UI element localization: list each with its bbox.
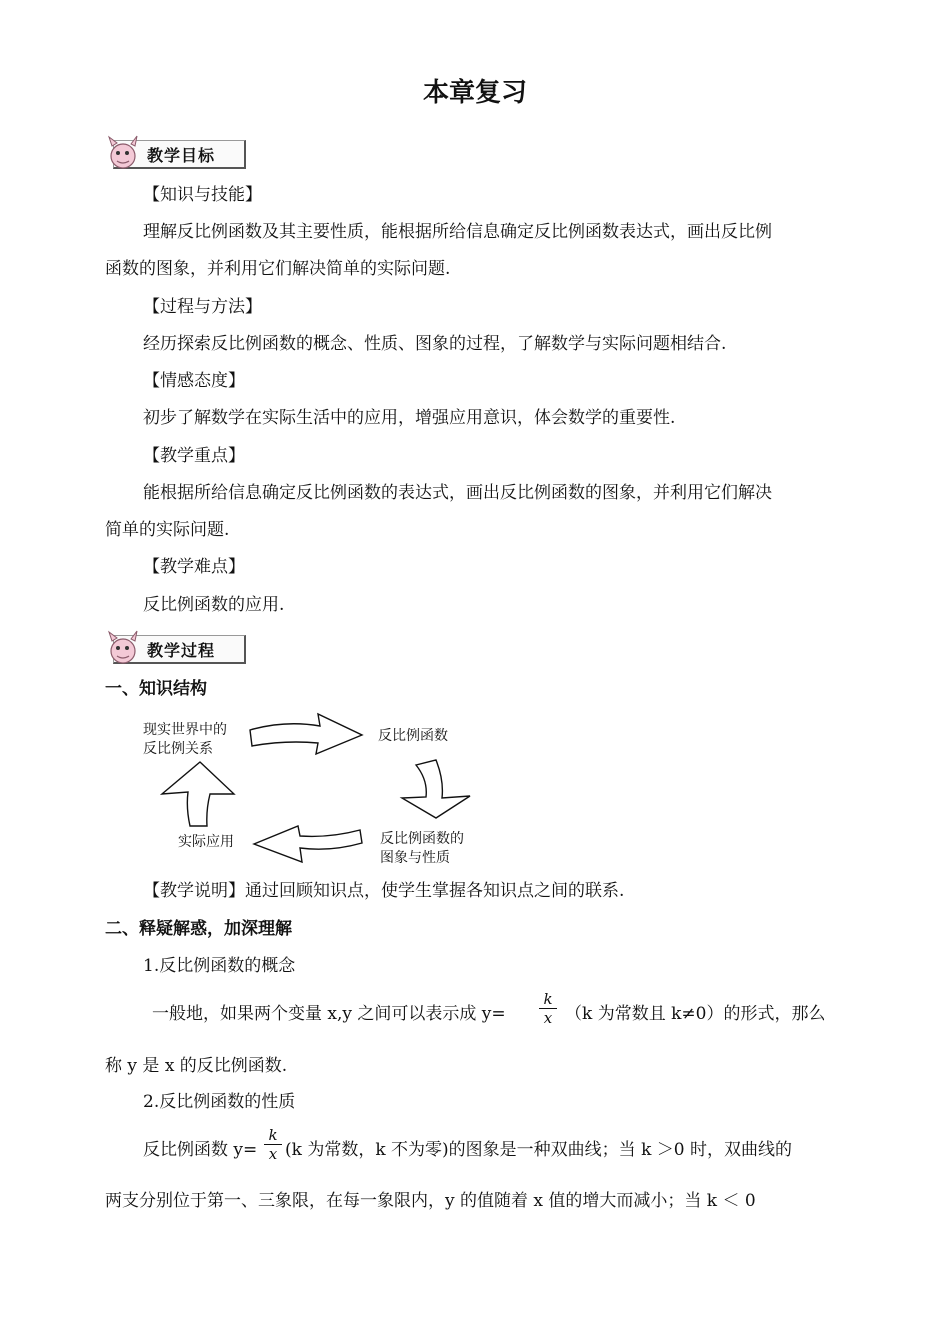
properties-line1-post: (k 为常数，k 不为零)的图象是一种双曲线；当 k ＞0 时，双曲线的 — [285, 1140, 793, 1160]
properties-line2: 两支分别位于第一、三象限，在每一象限内，y 的值随着 x 值的增大而减小；当 k ＜ 0 — [105, 1191, 756, 1211]
concept-title: 1.反比例函数的概念 — [143, 956, 296, 976]
arrow-left-icon — [254, 826, 362, 862]
emotion-text: 初步了解数学在实际生活中的应用，增强应用意识，体会数学的重要性. — [143, 408, 676, 428]
knowledge-heading: 【知识与技能】 — [143, 185, 262, 205]
difficulty-text: 反比例函数的应用. — [143, 595, 285, 615]
key-heading: 【教学重点】 — [143, 446, 245, 466]
arrow-up-icon — [162, 762, 234, 826]
objectives-badge-label: 教学目标 — [147, 146, 216, 165]
fraction-k-over-x-2: k x — [264, 1126, 282, 1163]
section2-heading: 二、释疑解惑，加深理解 — [105, 919, 292, 939]
page-title: 本章复习 — [422, 78, 527, 108]
diagram-node-function: 反比例函数 — [378, 728, 448, 744]
concept-line1-pre: 一般地，如果两个变量 x,y 之间可以表示成 y= — [152, 1004, 506, 1024]
concept-line1-post: （k 为常数且 k≠0）的形式，那么 — [565, 1004, 826, 1024]
arrow-right-icon — [250, 714, 362, 754]
key-text-line1: 能根据所给信息确定反比例函数的表达式，画出反比例函数的图象，并利用它们解决 — [143, 483, 772, 503]
arrow-down-icon — [402, 760, 470, 818]
section1-note: 【教学说明】通过回顾知识点，使学生掌握各知识点之间的联系. — [143, 881, 625, 901]
difficulty-heading: 【教学难点】 — [143, 557, 245, 577]
diagram-node-application: 实际应用 — [178, 834, 234, 850]
process-heading: 【过程与方法】 — [143, 297, 262, 317]
section1-heading: 一、知识结构 — [105, 679, 207, 699]
knowledge-text-line1: 理解反比例函数及其主要性质，能根据所给信息确定反比例函数表达式，画出反比例 — [143, 222, 772, 242]
diagram-node-real-world: 现实世界中的 反比例关系 — [143, 722, 227, 757]
properties-line1-pre: 反比例函数 y= — [143, 1140, 258, 1160]
process-badge-label: 教学过程 — [147, 641, 216, 660]
knowledge-text-line2: 函数的图象，并利用它们解决简单的实际问题. — [105, 259, 451, 279]
diagram-node-graph-properties: 反比例函数的 图象与性质 — [380, 831, 464, 866]
process-text: 经历探索反比例函数的概念、性质、图象的过程，了解数学与实际问题相结合. — [143, 334, 727, 354]
concept-line2: 称 y 是 x 的反比例函数. — [105, 1056, 288, 1076]
fraction-k-over-x: k x — [539, 990, 557, 1027]
properties-title: 2.反比例函数的性质 — [143, 1092, 296, 1112]
key-text-line2: 简单的实际问题. — [105, 520, 230, 540]
emotion-heading: 【情感态度】 — [143, 371, 245, 391]
